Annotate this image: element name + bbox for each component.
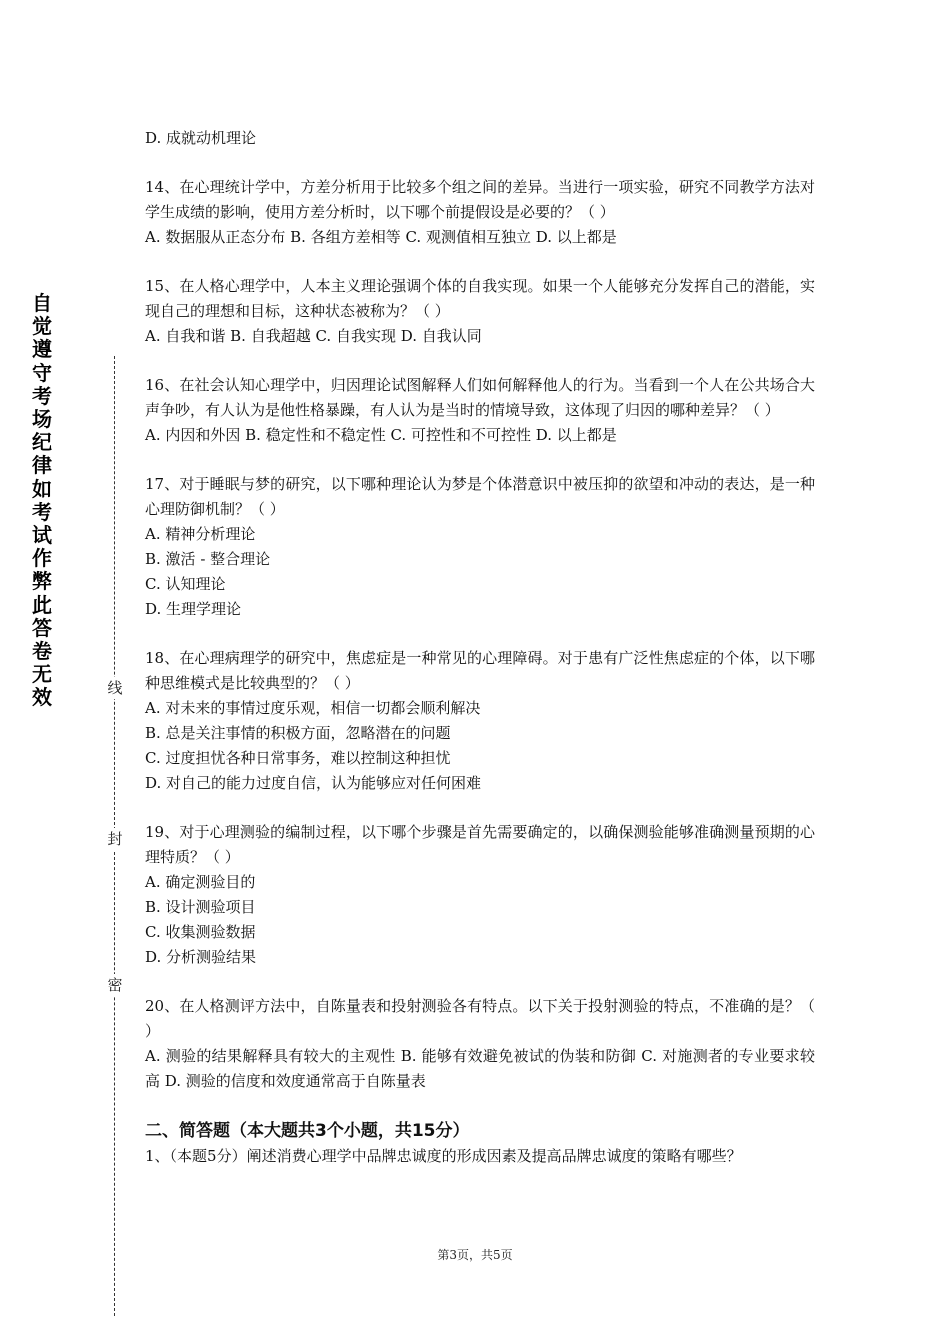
question-19-option-d: D. 分析测验结果 xyxy=(145,948,257,966)
page-number-footer: 第3页，共5页 xyxy=(437,1248,513,1262)
question-18-option-b: B. 总是关注事情的积极方面，忽略潜在的问题 xyxy=(145,724,451,742)
question-13-tail xyxy=(145,126,815,151)
question-14-options: A. 数据服从正态分布 B. 各组方差相等 C. 观测值相互独立 D. 以上都是 xyxy=(145,228,617,246)
question-20 xyxy=(145,994,815,1094)
exam-discipline-warning: 自觉遵守考场纪律如考试作弊此答卷无效 xyxy=(32,291,52,710)
binding-mark-mi: 密 xyxy=(104,974,126,996)
question-13-option-d: D. 成就动机理论 xyxy=(145,129,257,147)
question-14-stem: 14、在心理统计学中，方差分析用于比较多个组之间的差异。当进行一项实验，研究不同教学方法对学生成绩的影响，使用方差分析时，以下哪个前提假设是必要的？（ ） xyxy=(145,178,815,221)
question-16-options: A. 内因和外因 B. 稳定性和不稳定性 C. 可控性和不可控性 D. 以上都是 xyxy=(145,426,617,444)
question-18 xyxy=(145,646,815,796)
question-16 xyxy=(145,373,815,448)
question-18-option-c: C. 过度担忧各种日常事务，难以控制这种担忧 xyxy=(145,749,451,767)
binding-mark-xian: 线 xyxy=(104,677,126,699)
question-17 xyxy=(145,472,815,622)
question-19-option-b: B. 设计测验项目 xyxy=(145,898,256,916)
question-19-stem: 19、对于心理测验的编制过程，以下哪个步骤是首先需要确定的，以确保测验能够准确测量预期的心理特质？（ ） xyxy=(145,823,815,866)
question-19-option-c: C. 收集测验数据 xyxy=(145,923,256,941)
question-19 xyxy=(145,820,815,970)
question-19-option-a: A. 确定测验目的 xyxy=(145,873,256,891)
question-15-options: A. 自我和谐 B. 自我超越 C. 自我实现 D. 自我认同 xyxy=(145,327,482,345)
question-17-option-a: A. 精神分析理论 xyxy=(145,525,256,543)
question-16-stem: 16、在社会认知心理学中，归因理论试图解释人们如何解释他人的行为。当看到一个人在公共场合大声争吵，有人认为是他性格暴躁，有人认为是当时的情境导致，这体现了归因的哪种差异？（ ） xyxy=(145,376,815,419)
question-17-option-c: C. 认知理论 xyxy=(145,575,226,593)
question-18-option-a: A. 对未来的事情过度乐观，相信一切都会顺利解决 xyxy=(145,699,481,717)
question-17-option-d: D. 生理学理论 xyxy=(145,600,242,618)
question-20-options: A. 测验的结果解释具有较大的主观性 B. 能够有效避免被试的伪装和防御 C. 对施测者的专业要求较高 D. 测验的信度和效度通常高于自陈量表 xyxy=(145,1047,815,1090)
question-15 xyxy=(145,274,815,349)
question-20-stem: 20、在人格测评方法中，自陈量表和投射测验各有特点。以下关于投射测验的特点，不准确的是？（ ） xyxy=(145,997,815,1040)
section-2-heading: 二、简答题（本大题共3个小题，共15分） xyxy=(145,1121,470,1141)
short-answer-question-1: 1、（本题5分）阐述消费心理学中品牌忠诚度的形成因素及提高品牌忠诚度的策略有哪些？ xyxy=(145,1147,742,1165)
question-14 xyxy=(145,175,815,250)
question-18-option-d: D. 对自己的能力过度自信，认为能够应对任何困难 xyxy=(145,774,482,792)
question-content xyxy=(145,126,815,1169)
question-17-stem: 17、对于睡眠与梦的研究，以下哪种理论认为梦是个体潜意识中被压抑的欲望和冲动的表达，是一种心理防御机制？（ ） xyxy=(145,475,815,518)
question-17-option-b: B. 激活 - 整合理论 xyxy=(145,550,271,568)
question-15-stem: 15、在人格心理学中，人本主义理论强调个体的自我实现。如果一个人能够充分发挥自己的潜能，实现自己的理想和目标，这种状态被称为？（ ） xyxy=(145,277,815,320)
question-18-stem: 18、在心理病理学的研究中，焦虑症是一种常见的心理障碍。对于患有广泛性焦虑症的个体，以下哪种思维模式是比较典型的？（ ） xyxy=(145,649,815,692)
binding-mark-feng: 封 xyxy=(104,828,126,850)
